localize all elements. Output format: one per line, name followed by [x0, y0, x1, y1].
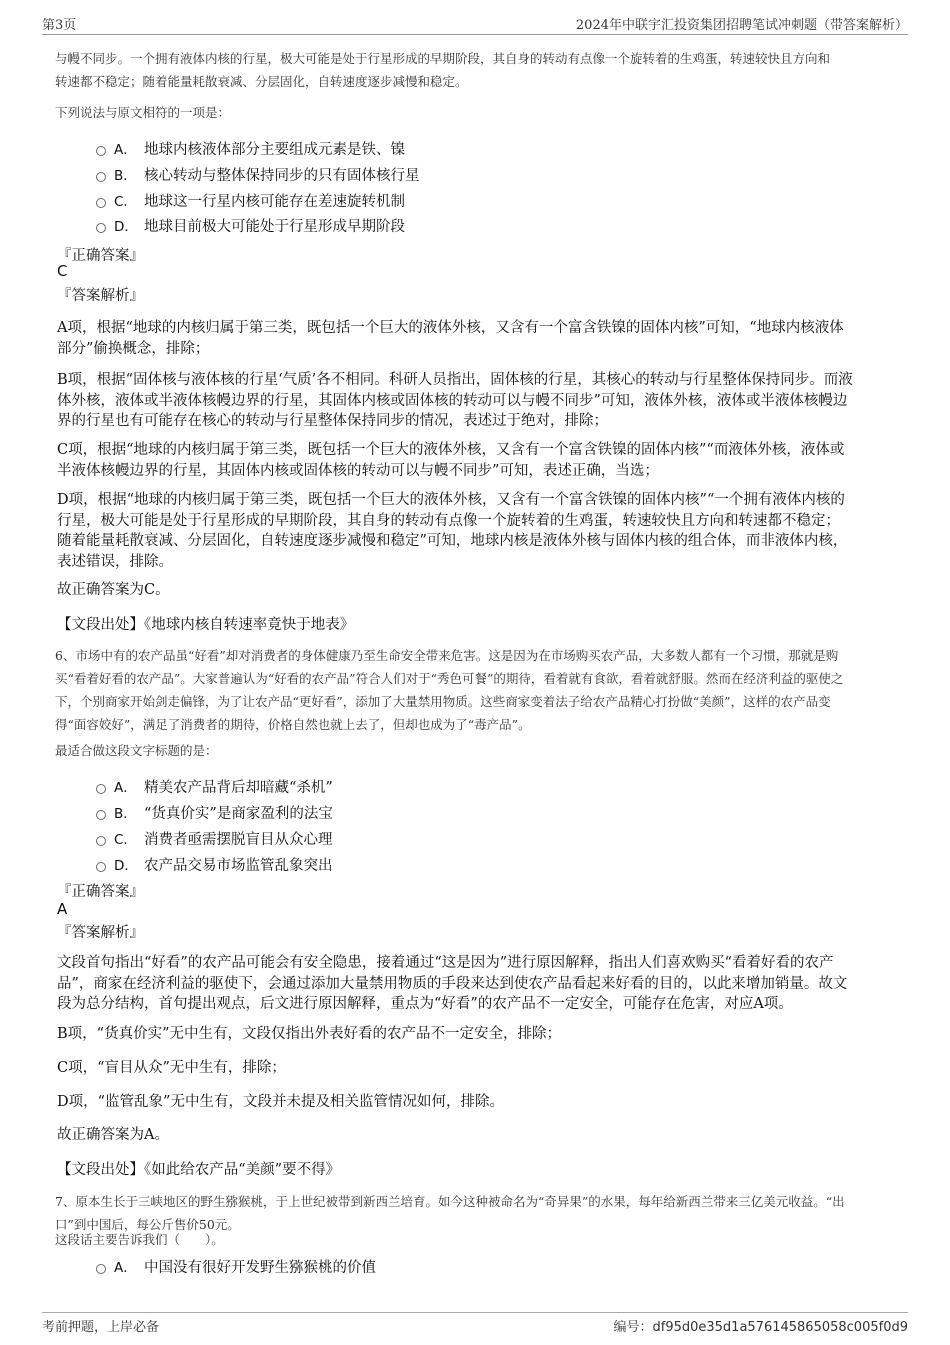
q6-option-c[interactable]: C． 消费者亟需摆脱盲目从众心理: [96, 828, 333, 850]
radio-icon[interactable]: [96, 862, 106, 872]
q5-answer-label: 『正确答案』: [57, 248, 144, 264]
q6-prompt: 最适合做这段文字标题的是：: [55, 743, 218, 758]
q6-answer-label: 『正确答案』: [57, 884, 144, 900]
q6-conclusion: 故正确答案为A。: [57, 1127, 169, 1143]
q6-option-a[interactable]: A． 精美农产品背后却暗藏“杀机”: [96, 776, 333, 798]
q7-prompt: 这段话主要告诉我们（ ）。: [55, 1232, 224, 1247]
q6-analysis-label: 『答案解析』: [57, 925, 144, 941]
radio-icon[interactable]: [96, 146, 106, 156]
q5-option-c[interactable]: C． 地球这一行星内核可能存在差速旋转机制: [96, 190, 405, 212]
q6-option-b[interactable]: B． “货真价实”是商家盈利的法宝: [96, 802, 333, 824]
q5-analysis-c: C项，根据“地球的内核归属于第三类，既包括一个巨大的液体外核，又含有一个富含铁镍的固体内核”“而液体外核，液体或 半液体核幔边界的行星，其固体内核或固体核的转动可以与幔不同步”可知，表述正确，当选；: [57, 442, 845, 479]
q7-passage: 7、原本生长于三峡地区的野生猕猴桃，于上世纪被带到新西兰培育。如今这种被命名为“奇异果”的水果，每年给新西兰带来三亿美元收益。“出 口”到中国后，每公斤售价50元。: [55, 1194, 845, 1232]
radio-icon[interactable]: [96, 223, 106, 233]
q5-option-b[interactable]: B． 核心转动与整体保持同步的只有固体核行星: [96, 164, 420, 186]
q5-source: 【文段出处】《地球内核自转速率竟快于地表》: [57, 617, 355, 633]
q6-analysis-d: D项，“监管乱象”无中生有，文段并未提及相关监管情况如何，排除。: [57, 1094, 504, 1110]
page-footer: [42, 1312, 908, 1336]
q5-analysis-d: D项，根据“地球的内核归属于第三类，既包括一个巨大的液体外核，又含有一个富含铁镍的固体内核”“一个拥有液体内核的 行星，极大可能是处于行星形成的早期阶段，其自身的转动有点像一个旋转着的生鸡蛋，转速较快且方向和转速都不稳定； 随着能量耗散衰减、分层固化，自转速度逐步减慢和稳定”可知，地球内核是液体外核与固体内核的组合体，而非液体内核， 表述错误，排除。: [57, 492, 848, 570]
q7-option-a[interactable]: A． 中国没有很好开发野生猕猴桃的价值: [96, 1256, 376, 1278]
code-value: df95d0e35d1a576145865058c005f0d9: [652, 1320, 908, 1335]
q6-analysis-b: B项，“货真价实”无中生有，文段仅指出外表好看的农产品不一定安全，排除；: [57, 1026, 561, 1042]
q5-option-a[interactable]: A． 地球内核液体部分主要组成元素是铁、镍: [96, 138, 405, 160]
q5-conclusion: 故正确答案为C。: [57, 582, 170, 598]
q5-analysis-a: A项，根据“地球的内核归属于第三类，既包括一个巨大的液体外核，又含有一个富含铁镍的固体内核”可知，“地球内核液体 部分”偷换概念，排除；: [57, 320, 844, 357]
q5-intro: [55, 47, 830, 93]
q5-answer: C: [57, 262, 68, 280]
q6-analysis-c: C项，“盲目从众”无中生有，排除；: [57, 1060, 286, 1076]
radio-icon[interactable]: [96, 784, 106, 794]
radio-icon[interactable]: [96, 1264, 106, 1274]
document-code: [613, 1316, 908, 1335]
page-header: [42, 14, 908, 35]
q6-analysis-main: 文段首句指出“好看”的农产品可能会有安全隐患，接着通过“这是因为”进行原因解释，指出人们喜欢购买“看着好看的农产 品”，商家在经济利益的驱使下，会通过添加大量禁用物质的手段来达到使农产品看起来好看的目的，以此来增加销量。故文 段为总分结构，首句提出观点，后文进行原因解释，重点为“好看”的农产品不一定安全，可能存在危害，对应A项。: [57, 955, 848, 1012]
q5-prompt: 下列说法与原文相符的一项是：: [55, 105, 231, 120]
q5-intro-line: 转速都不稳定；随着能量耗散衰减、分层固化，自转速度逐步减慢和稳定。: [55, 74, 468, 89]
page-number: 第3页: [42, 18, 77, 33]
code-label: 编号：: [613, 1320, 653, 1335]
q6-source: 【文段出处】《如此给农产品“美颜”要不得》: [57, 1162, 341, 1178]
q6-passage: 6、市场中有的农产品虽“好看”却对消费者的身体健康乃至生命安全带来危害。这是因为在市场购买农产品，大多数人都有一个习惯，那就是购 买“看着好看的农产品”。大家普遍认为“好看的农产品”符合人们对于“秀色可餐”的期待，看着就有食欲，看着就舒服。然而在经济利益的驱使之 下，个别商家开始剑走偏锋，为了让农产品“更好看”，添加了大量禁用物质。这些商家变着法子给农产品精心打扮做“美颜”，这样的农产品变 得“面容姣好”，满足了消费者的期待，价格自然也就上去了，但却也成为了“毒产品”。: [55, 648, 844, 732]
q5-option-d[interactable]: D． 地球目前极大可能处于行星形成早期阶段: [96, 215, 405, 237]
radio-icon[interactable]: [96, 836, 106, 846]
q6-answer: A: [57, 900, 68, 918]
q5-intro-line: 与幔不同步。一个拥有液体内核的行星，极大可能是处于行星形成的早期阶段，其自身的转动有点像一个旋转着的生鸡蛋，转速较快且方向和: [55, 51, 831, 66]
q5-analysis-b: B项，根据“固体核与液体核的行星‘气质’各不相同。科研人员指出，固体核的行星，其核心的转动与行星整体保持同步。而液 体外核，液体或半液体核幔边界的行星，其固体内核或固体核的转动可以与幔不同步”可知，液体外核，液体或半液体核幔边 界的行星也有可能存在核心的转动与行星整体保持同步的情况，表述过于绝对，排除；: [57, 372, 853, 429]
radio-icon[interactable]: [96, 198, 106, 208]
footer-slogan: 考前押题，上岸必备: [42, 1320, 160, 1335]
radio-icon[interactable]: [96, 810, 106, 820]
document-title: 2024年中联宇汇投资集团招聘笔试冲刺题（带答案解析）: [575, 18, 908, 33]
radio-icon[interactable]: [96, 172, 106, 182]
q5-analysis-label: 『答案解析』: [57, 288, 144, 304]
q6-option-d[interactable]: D． 农产品交易市场监管乱象突出: [96, 854, 333, 876]
